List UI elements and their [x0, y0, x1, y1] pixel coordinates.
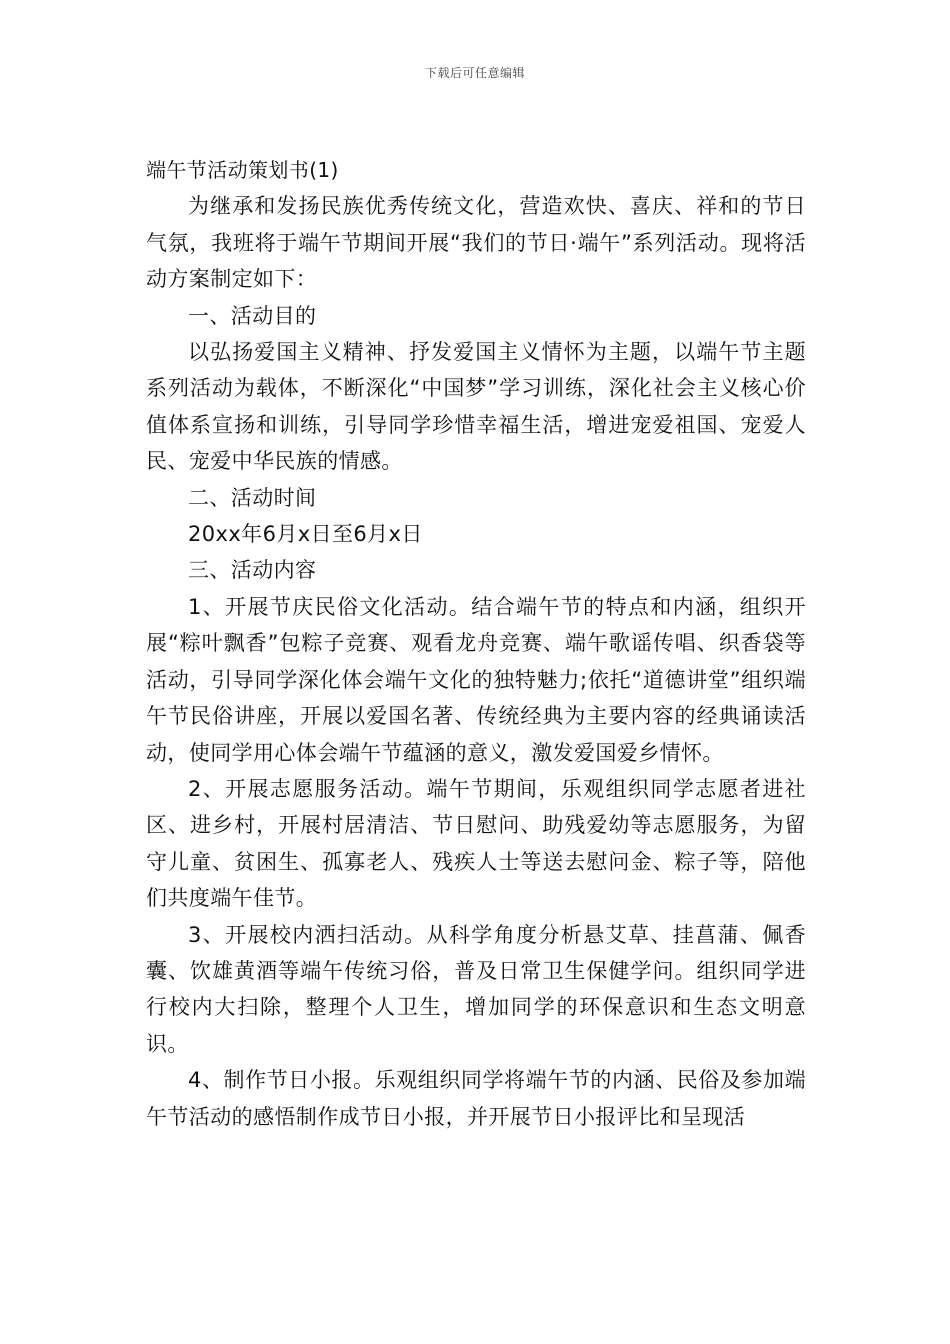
document-body: [146, 152, 806, 1135]
document-title: 端午节活动策划书(1): [146, 158, 339, 182]
content-item-3: 3、开展校内洒扫活动。从科学角度分析悬艾草、挂菖蒲、佩香囊、饮雄黄酒等端午传统习俗，普及日常卫生保健学问。组织同学进行校内大扫除，整理个人卫生，增加同学的环保意识和生态文明意识。: [146, 922, 806, 1056]
page-header-note: 下载后可任意编辑: [424, 66, 525, 80]
content-item-4: 4、制作节日小报。乐观组织同学将端午节的内涵、民俗及参加端午节活动的感悟制作成节日小报，并开展节日小报评比和呈现活: [146, 1068, 806, 1129]
intro-paragraph: 为继承和发扬民族优秀传统文化，营造欢快、喜庆、祥和的节日气氛，我班将于端午节期间开展“我们的节日·端午”系列活动。现将活动方案制定如下：: [146, 194, 806, 292]
content-item-2: 2、开展志愿服务活动。端午节期间，乐观组织同学志愿者进社区、进乡村，开展村居清洁、节日慰问、助残爱幼等志愿服务，为留守儿童、贫困生、孤寡老人、残疾人士等送去慰问金、粽子等，陪他们共度端午佳节。: [146, 776, 806, 911]
section-heading-time: 二、活动时间: [188, 485, 317, 510]
time-paragraph: 20xx年6月x日至6月x日: [188, 522, 423, 547]
content-item-1: 1、开展节庆民俗文化活动。结合端午节的特点和内涵，组织开展“粽叶飘香”包粽子竞赛、观看龙舟竞赛、端午歌谣传唱、织香袋等活动，引导同学深化体会端午文化的独特魅力;依托“道德讲堂”组织端午节民俗讲座，开展以爱国名著、传统经典为主要内容的经典诵读活动，使同学用心体会端午节蕴涵的意义，激发爱国爱乡情怀。: [146, 594, 806, 765]
section-heading-content: 三、活动内容: [188, 558, 317, 583]
section-heading-purpose: 一、活动目的: [188, 303, 317, 328]
purpose-paragraph: 以弘扬爱国主义精神、抒发爱国主义情怀为主题，以端午节主题系列活动为载体，不断深化“中国梦”学习训练，深化社会主义核心价值体系宣扬和训练，引导同学珍惜幸福生活，增进宠爱祖国、宠爱人民、宠爱中华民族的情感。: [146, 340, 806, 474]
